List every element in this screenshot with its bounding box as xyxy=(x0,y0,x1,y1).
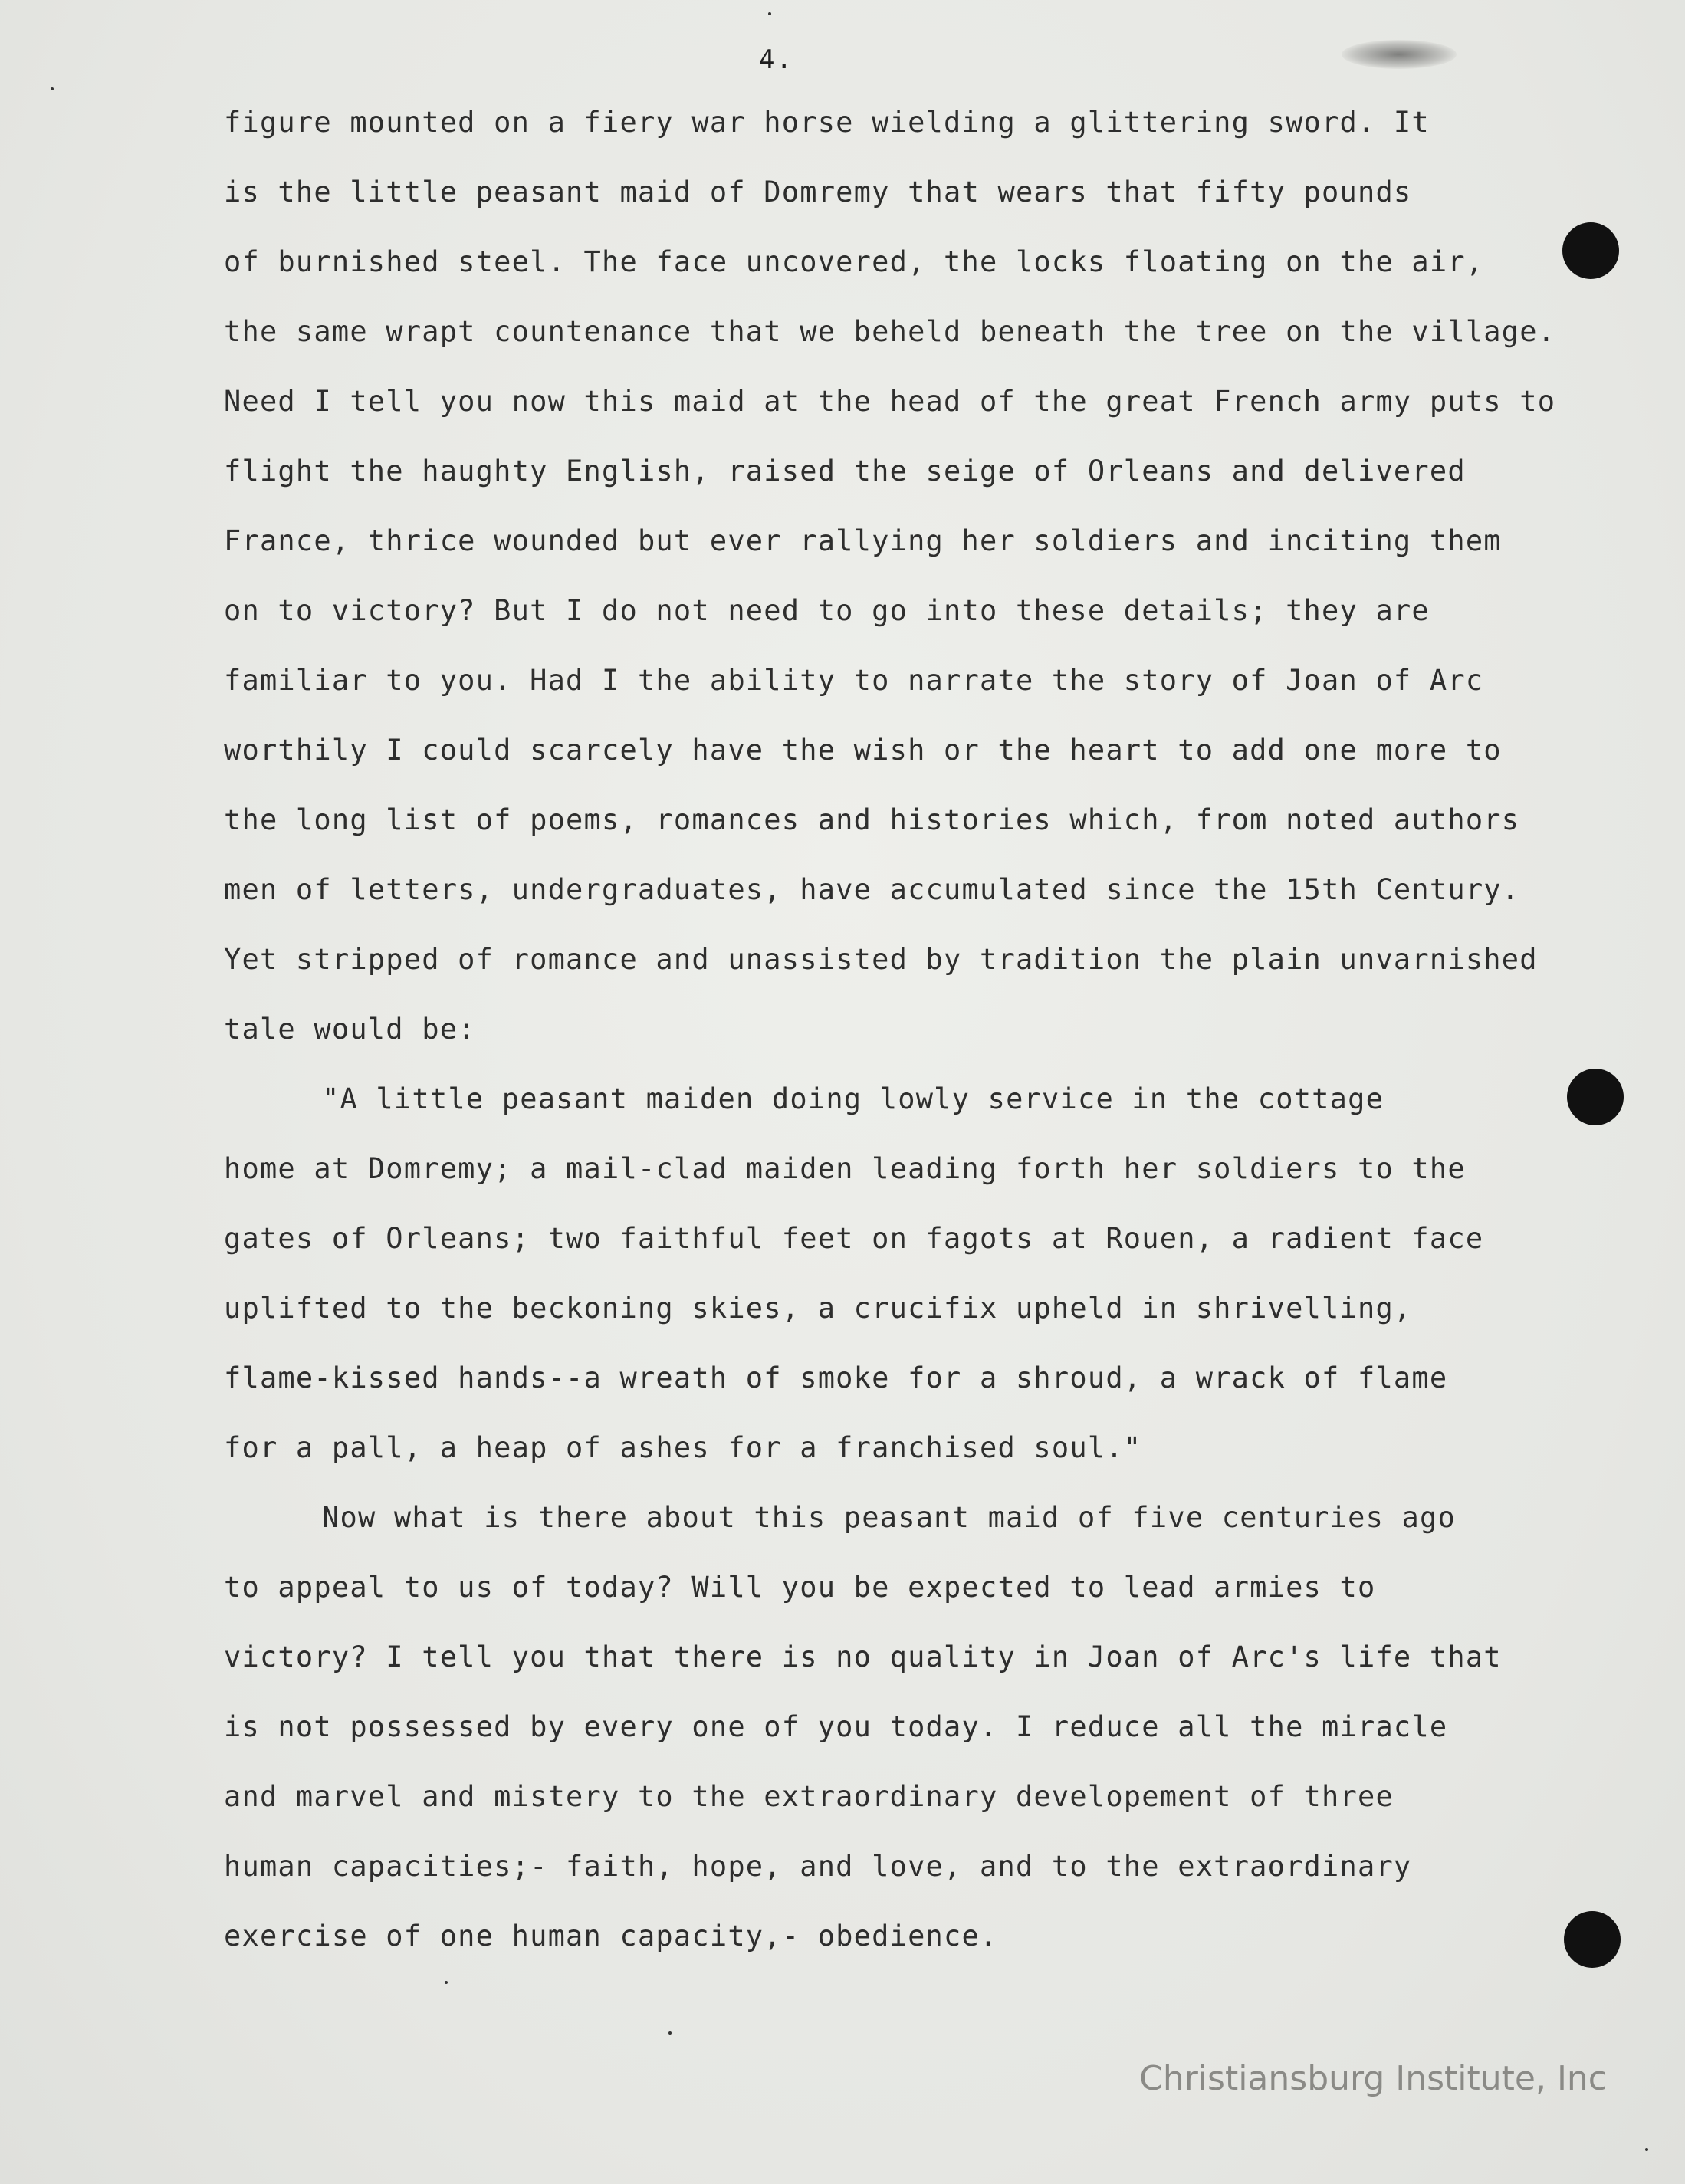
text-line: is the little peasant maid of Domremy that wears that fifty pounds xyxy=(224,176,1412,209)
binder-hole xyxy=(1564,1911,1621,1968)
page-number: 4. xyxy=(759,44,793,75)
text-line: to appeal to us of today? Will you be expected to lead armies to xyxy=(224,1571,1376,1604)
text-line: Now what is there about this peasant maid of five centuries ago xyxy=(322,1501,1456,1534)
paper-speck xyxy=(445,1981,448,1984)
binder-hole xyxy=(1567,1069,1624,1125)
text-line: worthily I could scarcely have the wish or the heart to add one more to xyxy=(224,734,1502,767)
ink-smudge xyxy=(1342,40,1457,69)
quote-line: flame-kissed hands--a wreath of smoke for a shroud, a wrack of flame xyxy=(224,1361,1448,1394)
text-line: tale would be: xyxy=(224,1013,476,1046)
quote-line: uplifted to the beckoning skies, a crucifix upheld in shrivelling, xyxy=(224,1292,1412,1325)
paper-speck xyxy=(668,2031,672,2035)
paper-speck xyxy=(51,87,54,90)
paper-speck xyxy=(768,12,771,15)
text-line: on to victory? But I do not need to go into these details; they are xyxy=(224,594,1430,627)
quote-line: "A little peasant maiden doing lowly service in the cottage xyxy=(322,1082,1384,1115)
quote-line: gates of Orleans; two faithful feet on fagots at Rouen, a radient face xyxy=(224,1222,1484,1255)
text-line: men of letters, undergraduates, have accumulated since the 15th Century. xyxy=(224,873,1520,906)
text-line: Need I tell you now this maid at the head of the great French army puts to xyxy=(224,385,1556,418)
text-line: flight the haughty English, raised the seige of Orleans and delivered xyxy=(224,455,1466,488)
text-line: and marvel and mistery to the extraordinary developement of three xyxy=(224,1780,1394,1813)
text-line: the long list of poems, romances and histories which, from noted authors xyxy=(224,803,1520,836)
archive-watermark: Christiansburg Institute, Inc xyxy=(1139,2059,1607,2098)
quote-line: for a pall, a heap of ashes for a franchised soul." xyxy=(224,1431,1142,1464)
text-line: is not possessed by every one of you today. I reduce all the miracle xyxy=(224,1710,1448,1743)
text-line: of burnished steel. The face uncovered, the locks floating on the air, xyxy=(224,245,1484,278)
binder-hole xyxy=(1562,222,1619,279)
text-line: France, thrice wounded but ever rallying her soldiers and inciting them xyxy=(224,524,1502,557)
text-line: familiar to you. Had I the ability to narrate the story of Joan of Arc xyxy=(224,664,1484,697)
text-line: Yet stripped of romance and unassisted by tradition the plain unvarnished xyxy=(224,943,1538,976)
text-line: victory? I tell you that there is no quality in Joan of Arc's life that xyxy=(224,1640,1502,1673)
quote-line: home at Domremy; a mail-clad maiden leading forth her soldiers to the xyxy=(224,1152,1466,1185)
text-line: human capacities;- faith, hope, and love, and to the extraordinary xyxy=(224,1850,1412,1883)
paper-speck xyxy=(1645,2148,1648,2151)
text-line: the same wrapt countenance that we beheld beneath the tree on the village. xyxy=(224,315,1556,348)
text-line: exercise of one human capacity,- obedience. xyxy=(224,1920,998,1952)
text-line: figure mounted on a fiery war horse wielding a glittering sword. It xyxy=(224,106,1430,139)
